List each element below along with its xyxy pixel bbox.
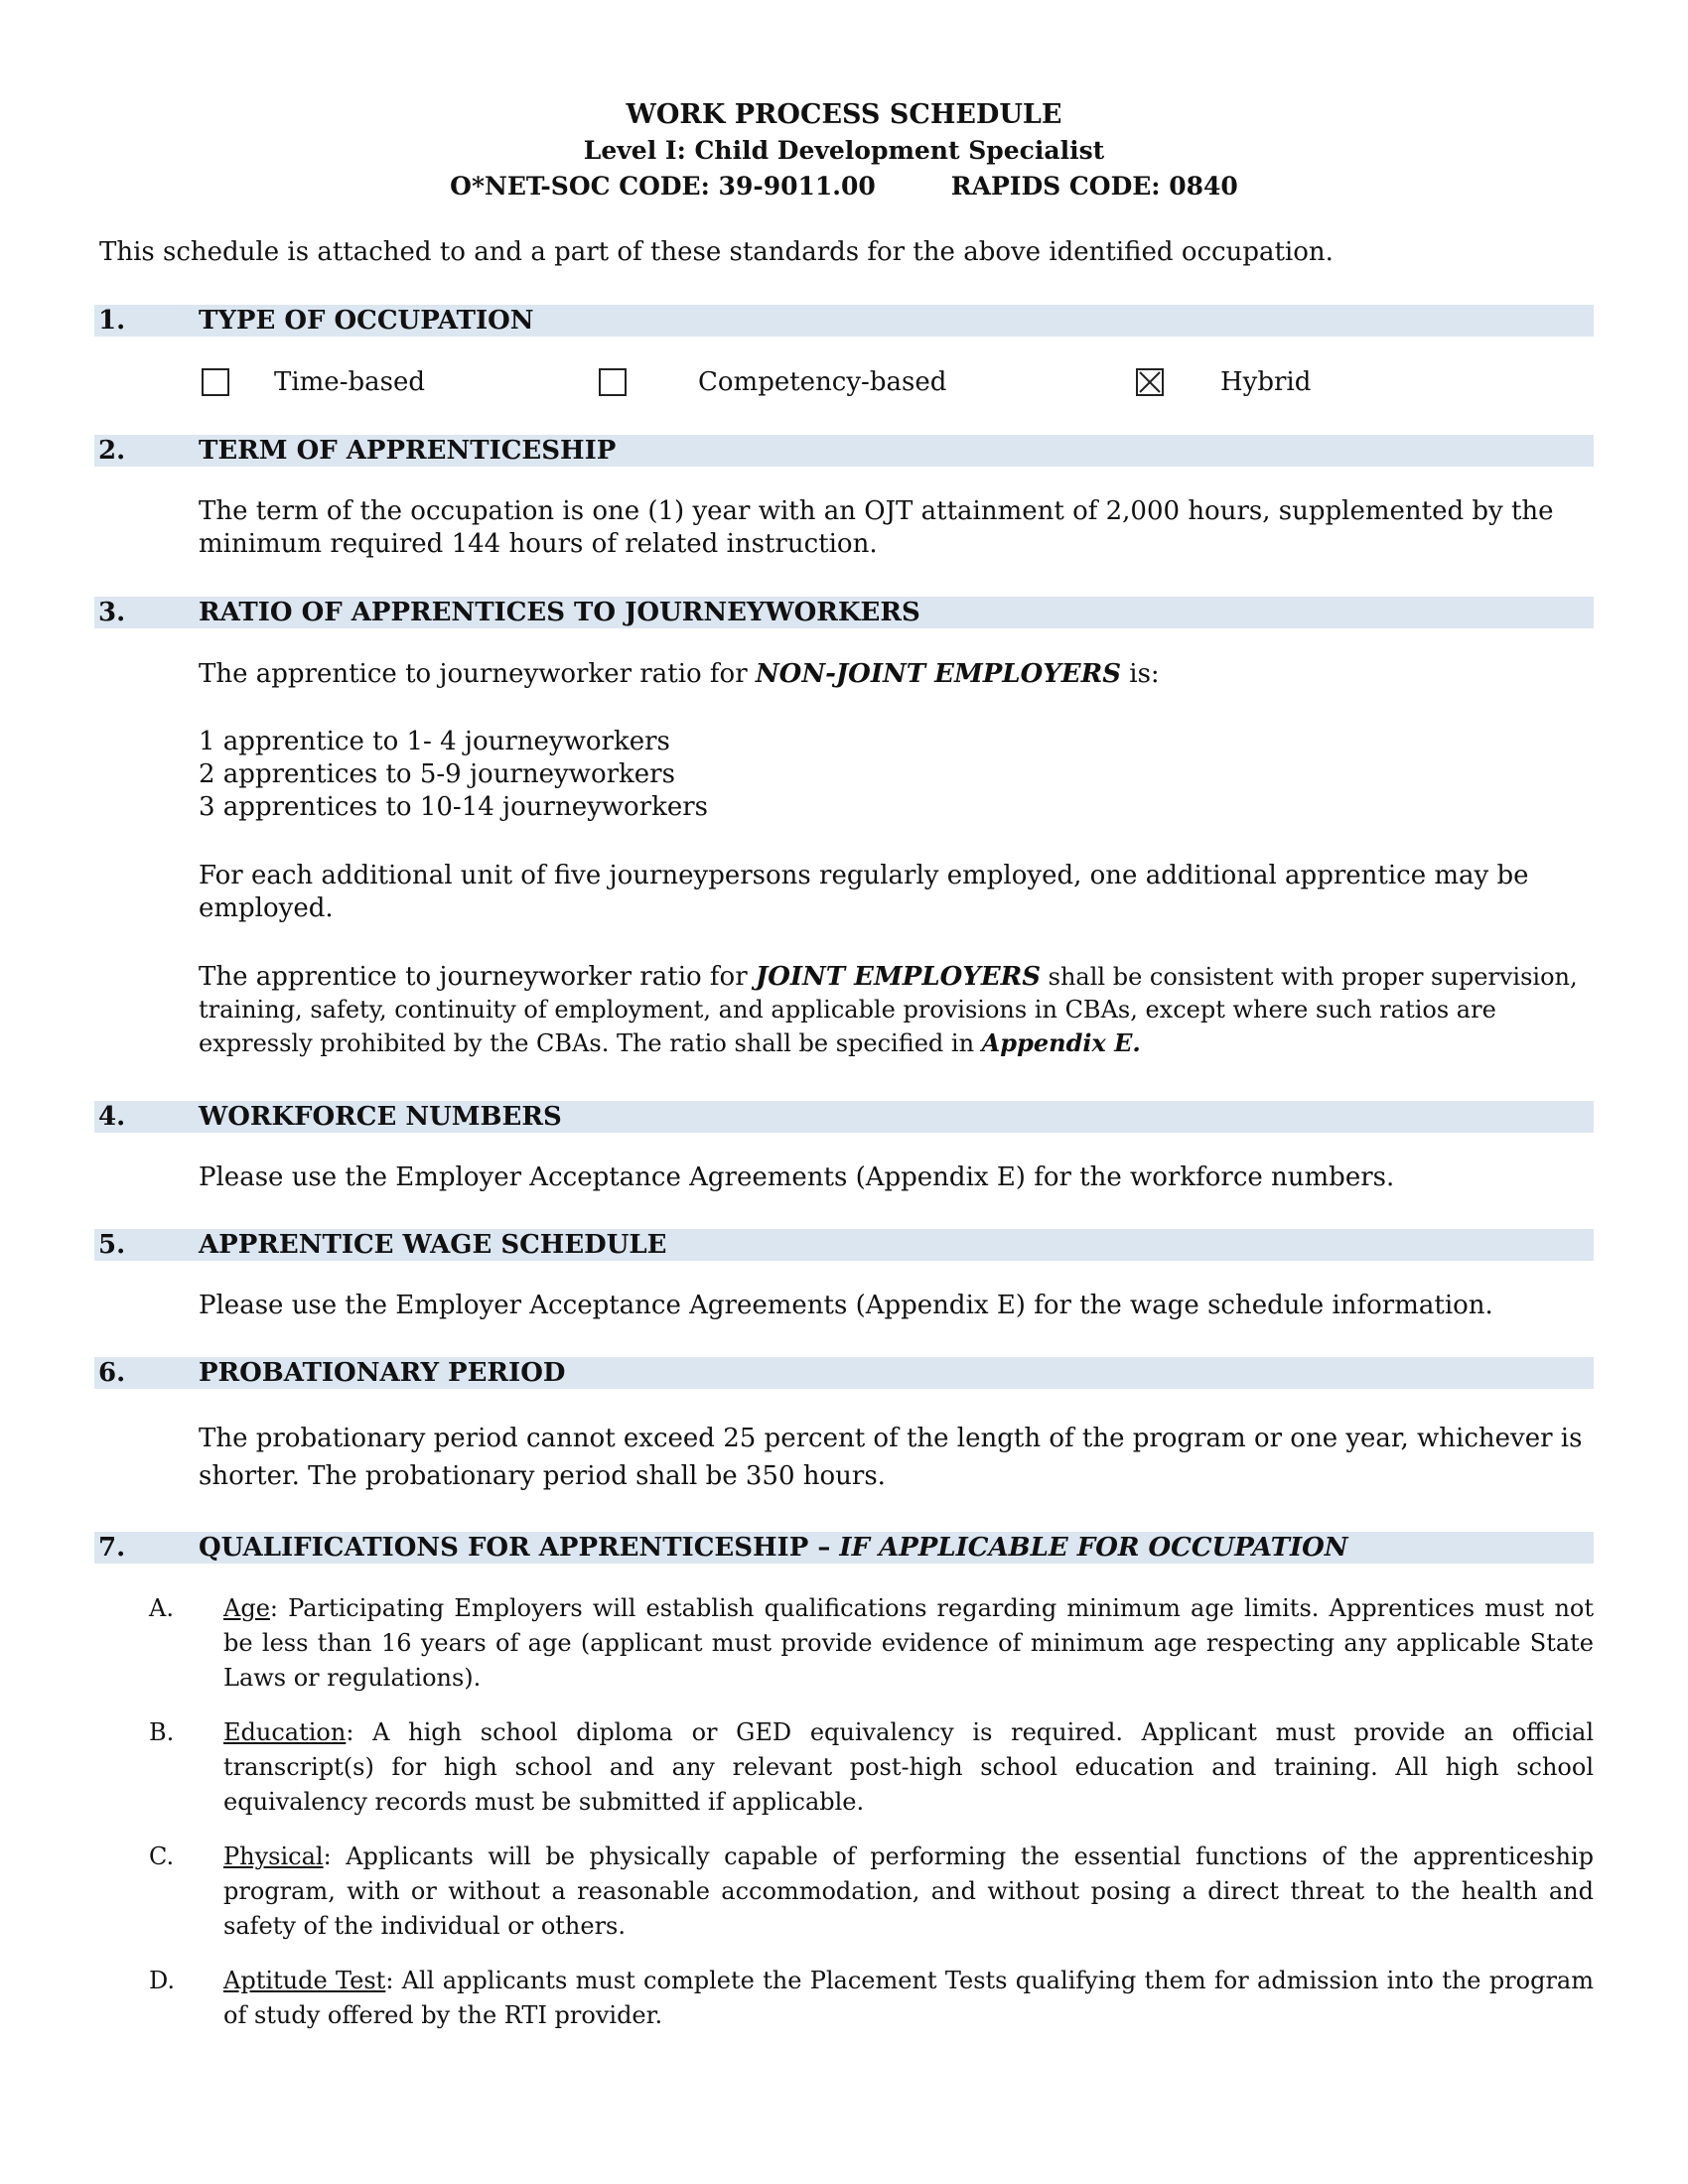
probation-paragraph: [199, 1420, 1594, 1495]
qualification-term: Physical: [223, 1843, 324, 1870]
section-number: 6.: [98, 1358, 126, 1388]
ratio-text: is:: [1121, 659, 1160, 689]
occupation-type-options: [0, 364, 1688, 404]
ratio-non-joint-intro: [199, 658, 1594, 691]
section-title: TERM OF APPRENTICESHIP: [199, 436, 617, 466]
qualification-term: Aptitude Test: [223, 1967, 386, 1994]
qualification-term: Age: [223, 1594, 270, 1622]
wage-paragraph: [199, 1290, 1594, 1322]
section-title: PROBATIONARY PERIOD: [199, 1358, 566, 1388]
section-title: WORKFORCE NUMBERS: [199, 1102, 562, 1132]
ratio-additional: [199, 860, 1594, 925]
ratio-text: The apprentice to journeyworker ratio for: [199, 659, 756, 689]
qualification-text: Aptitude Test: All applicants must complete the Placement Tests qualifying them for admission into the program of study offered by the RTI provider.: [223, 1967, 1595, 2029]
section-header-probationary-period: [94, 1357, 1594, 1389]
checkbox-competency-based[interactable]: [599, 368, 627, 396]
section-header-type-of-occupation: [94, 305, 1594, 337]
section-title: RATIO OF APPRENTICES TO JOURNEYWORKERS: [199, 598, 920, 627]
rapids-code: RAPIDS CODE: 0840: [950, 172, 1238, 201]
ratio-joint-text: shall be consistent with proper supervision, training, safety, continuity of employment, and applicable provisions in CBAs, except where such ratios are expressly prohibited by the CBAs. The ratio shall be specified in: [199, 963, 1578, 1057]
document-subtitle: Level I: Child Development Specialist: [583, 136, 1105, 165]
ratio-text: The apprentice to journeyworker ratio for: [199, 962, 756, 992]
onet-code: O*NET-SOC CODE: 39-9011.00: [450, 172, 876, 201]
ratio-list: [199, 726, 1594, 824]
ratio-line: 2 apprentices to 5-9 journeyworkers: [199, 759, 675, 789]
workforce-text: Please use the Employer Acceptance Agreements (Appendix E) for the workforce numbers.: [199, 1162, 1395, 1192]
qualification-letter: C.: [149, 1843, 175, 1870]
qualification-letter: D.: [149, 1967, 176, 1994]
checkbox-label: Hybrid: [1220, 367, 1312, 397]
ratio-line: 3 apprentices to 10-14 journeyworkers: [199, 792, 709, 822]
section-header-workforce-numbers: [94, 1101, 1594, 1133]
checkbox-label: Time-based: [274, 367, 426, 397]
checked-x-icon: [1138, 370, 1162, 394]
occupation-codes: [0, 169, 1688, 205]
workforce-paragraph: [199, 1161, 1594, 1194]
qualification-term: Education: [223, 1718, 347, 1746]
section-header-ratio: [94, 597, 1594, 628]
section-header-qualifications: [94, 1532, 1594, 1564]
section-number: 3.: [98, 598, 126, 627]
qualification-letter: B.: [149, 1718, 175, 1746]
section-number: 4.: [98, 1102, 126, 1132]
document-title: WORK PROCESS SCHEDULE: [626, 99, 1062, 130]
section-title-emphasis: IF APPLICABLE FOR OCCUPATION: [839, 1533, 1348, 1563]
probation-text: The probationary period cannot exceed 25 percent of the length of the program or one year, whichever is shorter. The probationary period shall be 350 hours.: [199, 1424, 1583, 1491]
section-number: 2.: [98, 436, 126, 466]
qualification-text: Physical: Applicants will be physically capable of performing the essential functions of the apprenticeship program, with or without a reasonable accommodation, and without posing a direct threat to the health and safety of the individual or others.: [223, 1843, 1594, 1940]
document-header: [0, 97, 1688, 205]
ratio-additional-text: For each additional unit of five journeypersons regularly employed, one additional apprentice may be employed.: [199, 861, 1529, 923]
wage-text: Please use the Employer Acceptance Agreements (Appendix E) for the wage schedule information.: [199, 1291, 1493, 1320]
checkbox-label: Competency-based: [698, 367, 947, 397]
section-title: APPRENTICE WAGE SCHEDULE: [199, 1230, 667, 1260]
section-number: 7.: [98, 1533, 126, 1563]
ratio-line: 1 apprentice to 1- 4 journeyworkers: [199, 727, 670, 756]
term-paragraph: [199, 495, 1594, 561]
intro-text: This schedule is attached to and a part of these standards for the above identified occupation.: [99, 237, 1334, 267]
section-title: QUALIFICATIONS FOR APPRENTICESHIP – IF APPLICABLE FOR OCCUPATION: [199, 1533, 1348, 1563]
qualification-text: Education: A high school diploma or GED equivalency is required. Applicant must provide an official transcript(s) for high school and any relevant post-high school education and training. All high school equivalency records must be submitted if applicable.: [223, 1718, 1594, 1816]
qualification-letter: A.: [149, 1594, 174, 1622]
section-number: 5.: [98, 1230, 126, 1260]
section-number: 1.: [98, 306, 126, 336]
checkbox-hybrid[interactable]: [1136, 368, 1164, 396]
ratio-joint: [199, 961, 1594, 1060]
joint-employers-label: JOINT EMPLOYERS: [755, 962, 1042, 992]
section-header-wage-schedule: [94, 1229, 1594, 1261]
section-title: TYPE OF OCCUPATION: [199, 306, 534, 336]
non-joint-employers-label: NON-JOINT EMPLOYERS: [755, 659, 1121, 689]
qualification-text: Age: Participating Employers will establish qualifications regarding minimum age limits. Apprentices must not be less than 16 years of age (applicant must provide evidence of minimum age respecting any applicable State Laws or regulations).: [223, 1594, 1594, 1692]
appendix-reference: Appendix E.: [981, 1028, 1141, 1057]
section-header-term-of-apprenticeship: [94, 435, 1594, 467]
checkbox-time-based[interactable]: [202, 368, 229, 396]
term-text: The term of the occupation is one (1) year with an OJT attainment of 2,000 hours, supplemented by the minimum required 144 hours of related instruction.: [199, 496, 1554, 559]
